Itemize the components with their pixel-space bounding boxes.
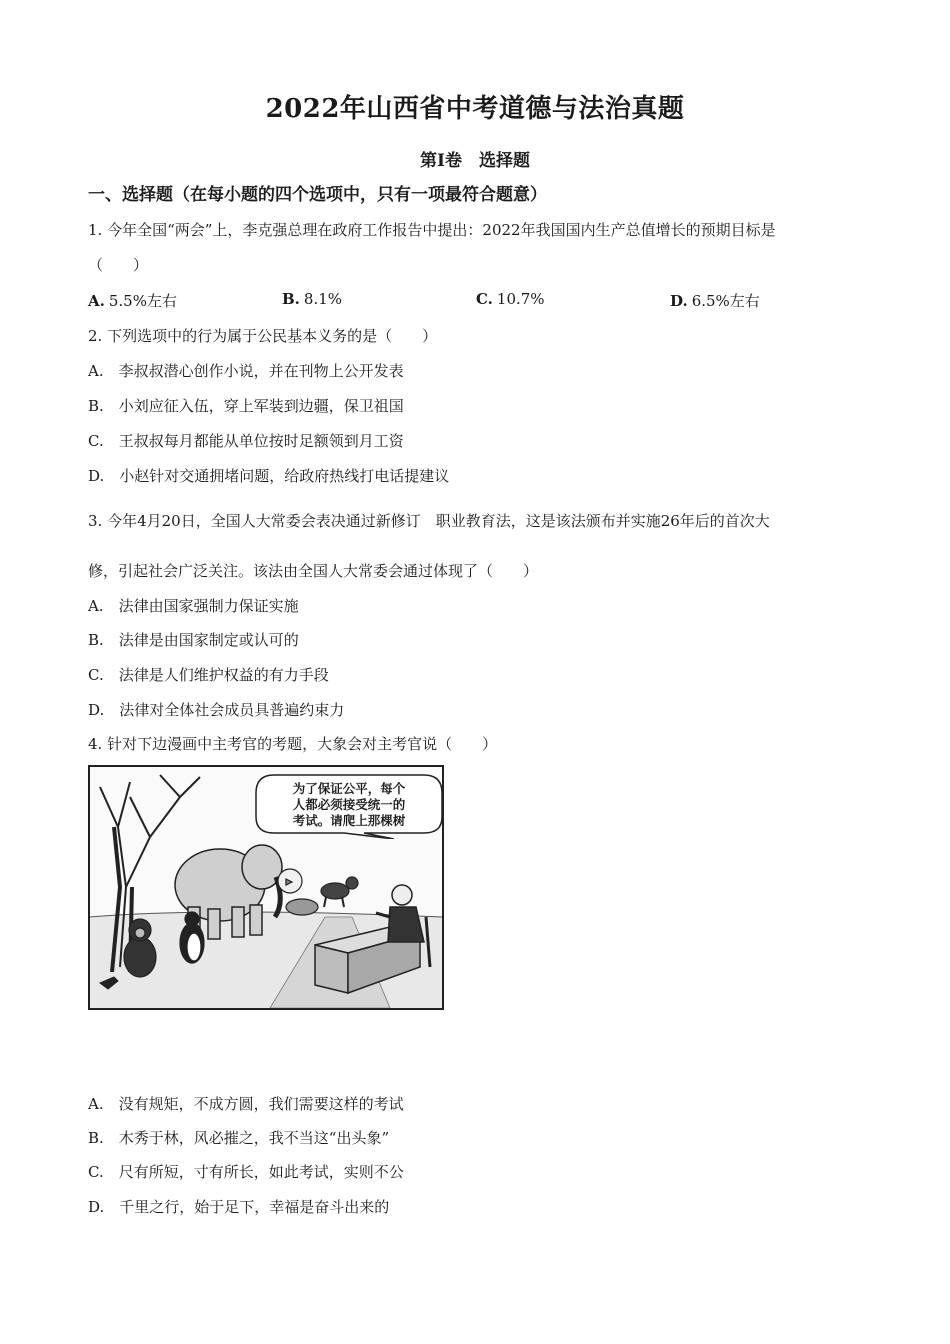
q1-option-a bbox=[88, 290, 177, 311]
q3-stem-line2: 修，引起社会广泛关注。该法由全国人大常委会通过体现了（ ） bbox=[88, 562, 539, 580]
q4-option-a: A. 没有规矩，不成方圆，我们需要这样的考试 bbox=[88, 1095, 404, 1113]
dog bbox=[321, 877, 358, 907]
q2-option-c: C. 王叔叔每月都能从单位按时足额领到月工资 bbox=[88, 432, 404, 450]
q1-option-c bbox=[476, 290, 545, 308]
q1-option-b bbox=[282, 290, 342, 308]
q1-option-c-text: 10.7% bbox=[496, 290, 545, 308]
q3-option-b: B. 法律是由国家制定或认可的 bbox=[88, 631, 299, 649]
q3-stem-line1: 3. 今年4月20日，全国人大常委会表决通过新修订 职业教育法，这是该法颁布并实施26年后的首次大 bbox=[88, 512, 770, 530]
q1-option-d-letter: D. bbox=[670, 292, 688, 310]
q1-option-c-letter: C. bbox=[476, 290, 493, 308]
speech-line-2: 人都必须接受统一的 bbox=[292, 797, 406, 812]
q1-option-d-text: 6.5%左右 bbox=[691, 292, 760, 310]
seal bbox=[286, 899, 318, 915]
q1-option-d bbox=[670, 290, 760, 311]
q1-stem-line1: 1. 今年全国“两会”上，李克强总理在政府工作报告中提出：2022年我国国内生产总值增长的预期目标是 bbox=[88, 221, 776, 239]
q4-option-d: D. 千里之行，始于足下，幸福是奋斗出来的 bbox=[88, 1198, 390, 1216]
q1-option-a-text: 5.5%左右 bbox=[108, 292, 177, 310]
q1-option-b-letter: B. bbox=[282, 290, 300, 308]
q3-option-c: C. 法律是人们维护权益的有力手段 bbox=[88, 666, 329, 684]
page-title: 2022年山西省中考道德与法治真题 bbox=[265, 94, 685, 124]
q4-stem: 4. 针对下边漫画中主考官的考题，大象会对主考官说（ ） bbox=[88, 735, 498, 753]
q1-stem-line2: （ ） bbox=[88, 256, 149, 274]
fishbowl bbox=[278, 869, 302, 893]
q3-option-a: A. 法律由国家强制力保证实施 bbox=[88, 597, 299, 615]
speech-line-3: 考试。请爬上那棵树 bbox=[292, 813, 406, 828]
exam-cartoon bbox=[88, 765, 444, 1010]
q3-option-d: D. 法律对全体社会成员具普遍约束力 bbox=[88, 701, 345, 719]
q4-option-b: B. 木秀于林，风必摧之，我不当这“出头象” bbox=[88, 1129, 390, 1147]
speech-text bbox=[266, 781, 432, 829]
q4-option-c: C. 尺有所短，寸有所长，如此考试，实则不公 bbox=[88, 1163, 404, 1181]
q1-option-b-text: 8.1% bbox=[303, 290, 343, 308]
q2-option-a: A. 李叔叔潜心创作小说，并在刊物上公开发表 bbox=[88, 362, 404, 380]
q2-option-d: D. 小赵针对交通拥堵问题，给政府热线打电话提建议 bbox=[88, 467, 450, 485]
section-title: 第Ⅰ卷 选择题 bbox=[420, 151, 530, 171]
part-title: 一、选择题（在每小题的四个选项中，只有一项最符合题意） bbox=[88, 185, 547, 205]
speech-line-1: 为了保证公平，每个 bbox=[292, 781, 406, 796]
monkey bbox=[124, 919, 156, 977]
q2-option-b: B. 小刘应征入伍，穿上军装到边疆，保卫祖国 bbox=[88, 397, 404, 415]
q2-stem: 2. 下列选项中的行为属于公民基本义务的是（ ） bbox=[88, 327, 438, 345]
q1-option-a-letter: A. bbox=[88, 292, 105, 310]
